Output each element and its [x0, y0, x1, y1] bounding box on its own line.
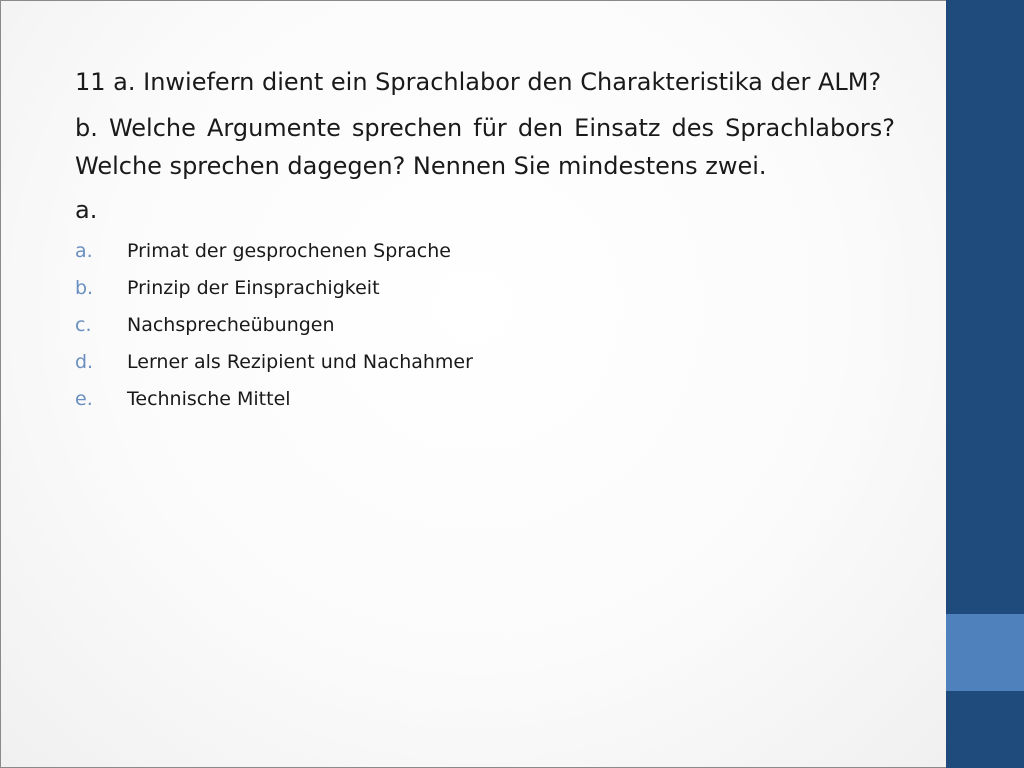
- answer-label: a.: [75, 196, 98, 224]
- list-item-text: Technische Mittel: [127, 388, 291, 410]
- list-item-text: Nachsprecheübungen: [127, 314, 335, 336]
- answer-list: [75, 239, 895, 411]
- slide-content: [75, 63, 895, 424]
- list-marker: a.: [75, 240, 93, 262]
- question-b: b. Welche Argumente sprechen für den Einsatz des Sprachlabors? Welche sprechen dagegen? Nennen Sie mindestens zwei.: [75, 114, 895, 180]
- list-item: [75, 313, 895, 337]
- list-marker: b.: [75, 277, 94, 299]
- list-item-text: Prinzip der Einsprachigkeit: [127, 277, 380, 299]
- question-a: 11 a. Inwiefern dient ein Sprachlabor den Charakteristika der ALM?: [75, 68, 882, 96]
- list-marker: d.: [75, 351, 94, 373]
- right-sidebar-accent: [946, 614, 1024, 691]
- list-item-text: Lerner als Rezipient und Nachahmer: [127, 351, 473, 373]
- list-item: [75, 276, 895, 300]
- list-marker: c.: [75, 314, 92, 336]
- list-item: [75, 239, 895, 263]
- list-item: [75, 350, 895, 374]
- list-item-text: Primat der gesprochenen Sprache: [127, 240, 451, 262]
- list-marker: e.: [75, 388, 93, 410]
- list-item: [75, 387, 895, 411]
